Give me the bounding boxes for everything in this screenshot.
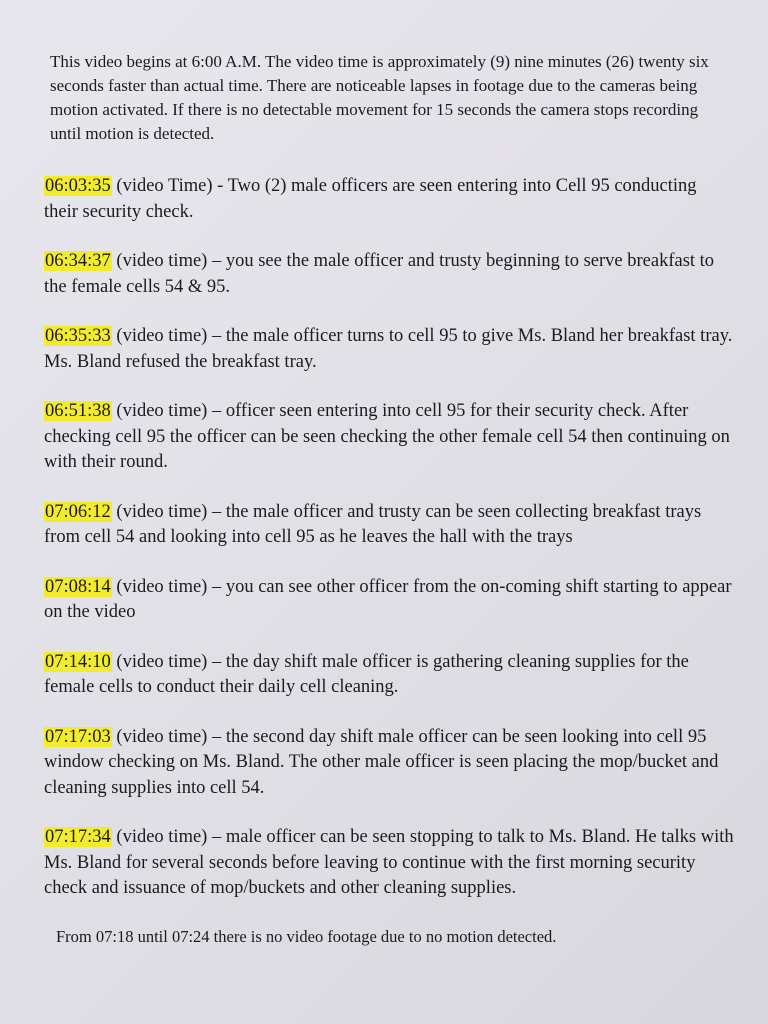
entry-text: (video Time) - Two (2) male officers are seen entering into Cell 95 conducting their security check. (44, 176, 697, 222)
log-entry-1 (44, 174, 734, 225)
entry-text: (video time) – you can see other officer from the on-coming shift starting to appear on the video (44, 576, 732, 622)
log-entry-6 (44, 575, 734, 626)
timestamp-highlight: 07:06:12 (45, 501, 111, 522)
timestamp-highlight: 06:34:37 (45, 251, 111, 271)
timestamp-highlight: 06:51:38 (45, 401, 111, 421)
timestamp-highlight: 06:35:33 (45, 326, 111, 346)
log-entry-4 (44, 399, 734, 476)
timestamp-highlight: 07:17:03 (45, 726, 111, 747)
entry-text: (video time) – the male officer turns to cell 95 to give Ms. Bland her breakfast tray. Ms. Bland refused the breakfast tray. (44, 326, 733, 372)
entry-text: (video time) – officer seen entering into cell 95 for their security check. After checking cell 95 the officer can be seen checking the other female cell 54 then continuing on with their round. (44, 401, 730, 472)
timestamp-highlight: 07:17:34 (45, 827, 111, 847)
timestamp-highlight: 07:14:10 (45, 651, 111, 672)
intro-paragraph: This video begins at 6:00 A.M. The video time is approximately (9) nine minutes (26) twenty six seconds faster than actual time. There are noticeable lapses in footage due to the cameras being motion activated. If there is no detectable movement for 15 seconds the camera stops recording until motion is detected. (50, 52, 709, 143)
entry-text: (video time) – male officer can be seen stopping to talk to Ms. Bland. He talks with Ms. Bland for several seconds before leaving to continue with the first morning security check and issuance of mop/buckets and other cleaning supplies. (44, 827, 734, 898)
log-entry-7 (44, 650, 734, 701)
log-entry-5 (44, 500, 734, 551)
log-entry-2 (44, 249, 734, 300)
entry-text: (video time) – the second day shift male officer can be seen looking into cell 95 window checking on Ms. Bland. The other male officer is seen placing the mop/bucket and cleaning supplies into cell 54. (44, 726, 719, 798)
log-entry-8 (44, 725, 734, 802)
entry-text: (video time) – the day shift male officer is gathering cleaning supplies for the female cells to conduct their daily cell cleaning. (44, 651, 689, 697)
footer-note: From 07:18 until 07:24 there is no video footage due to no motion detected. (56, 926, 557, 946)
log-entry-3 (44, 324, 734, 375)
log-entry-9 (44, 825, 734, 902)
entry-text: (video time) – the male officer and trusty can be seen collecting breakfast trays from cell 54 and looking into cell 95 as he leaves the hall with the trays (44, 501, 702, 547)
timestamp-highlight: 06:03:35 (45, 176, 111, 196)
timestamp-highlight: 07:08:14 (45, 576, 111, 597)
entry-text: (video time) – you see the male officer and trusty beginning to serve breakfast to the female cells 54 & 95. (44, 251, 715, 297)
